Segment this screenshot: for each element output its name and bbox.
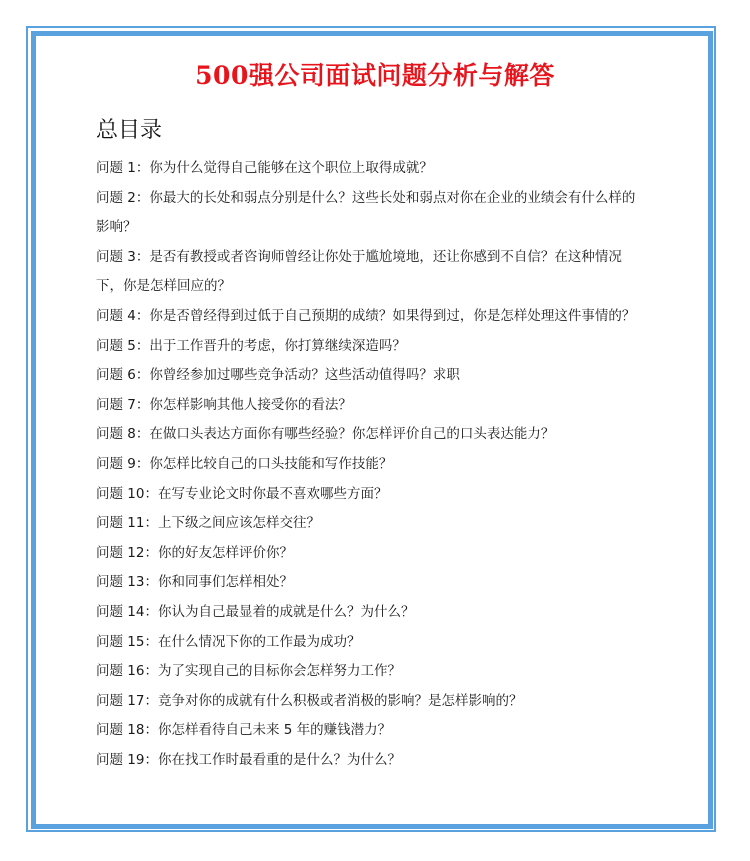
toc-item: 问题 16：为了实现自己的目标你会怎样努力工作？ <box>96 663 401 680</box>
toc-item: 问题 15：在什么情况下你的工作最为成功？ <box>96 633 361 650</box>
toc-list <box>96 154 641 775</box>
toc-item: 问题 14：你认为自己最显着的成就是什么？为什么？ <box>96 603 415 620</box>
document-title: 500强公司面试问题分析与解答 <box>195 61 555 90</box>
toc-item: 问题 18：你怎样看待自己未来 5 年的赚钱潜力？ <box>96 722 392 739</box>
toc-item: 问题 9：你怎样比较自己的口头技能和写作技能？ <box>96 455 393 472</box>
toc-item: 问题 5：出于工作晋升的考虑，你打算继续深造吗？ <box>96 337 406 354</box>
toc-item: 问题 8：在做口头表达方面你有哪些经验？你怎样评价自己的口头表达能力？ <box>96 426 555 443</box>
toc-item: 问题 3：是否有教授或者咨询师曾经让你处于尴尬境地，还让你感到不自信？在这种情况下，你是怎样回应的？ <box>96 248 622 295</box>
toc-item: 问题 17：竞争对你的成就有什么积极或者消极的影响？是怎样影响的？ <box>96 692 523 709</box>
toc-item: 问题 2：你最大的长处和弱点分别是什么？这些长处和弱点对你在企业的业绩会有什么样的影响？ <box>96 189 636 236</box>
toc-item: 问题 19：你在找工作时最看重的是什么？为什么？ <box>96 751 401 768</box>
toc-item: 问题 10：在写专业论文时你最不喜欢哪些方面？ <box>96 485 388 502</box>
toc-item: 问题 13：你和同事们怎样相处？ <box>96 574 293 591</box>
toc-item: 问题 6：你曾经参加过哪些竞争活动？这些活动值得吗？求职 <box>96 367 460 384</box>
toc-item: 问题 4：你是否曾经得到过低于自己预期的成绩？如果得到过，你是怎样处理这件事情的？ <box>96 307 636 324</box>
toc-item: 问题 12：你的好友怎样评价你？ <box>96 544 293 561</box>
toc-heading: 总目录 <box>96 118 163 143</box>
toc-item: 问题 11：上下级之间应该怎样交往？ <box>96 515 320 532</box>
toc-item: 问题 1：你为什么觉得自己能够在这个职位上取得成就？ <box>96 160 433 176</box>
toc-item: 问题 7：你怎样影响其他人接受你的看法？ <box>96 396 352 413</box>
